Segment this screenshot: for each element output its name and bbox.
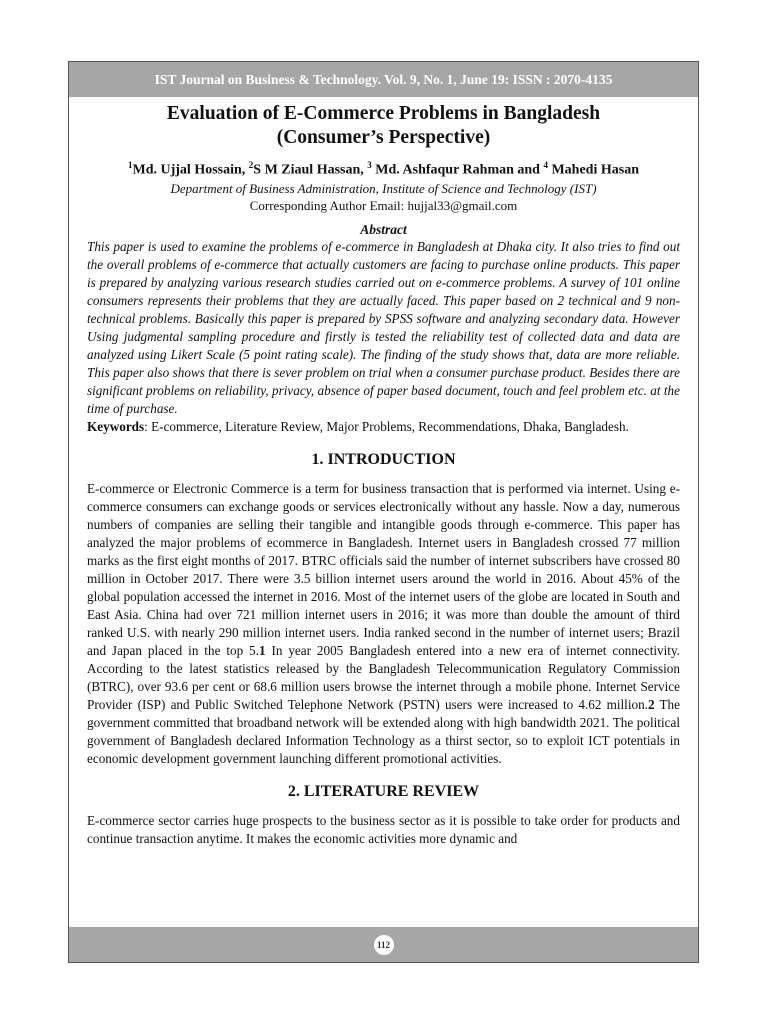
- author-2-marker: 2: [248, 160, 254, 170]
- keywords-text: : E-commerce, Literature Review, Major Problems, Recommendations, Dhaka, Bangladesh.: [144, 418, 629, 434]
- intro-paragraph-part-1: E-commerce or Electronic Commerce is a term for business transaction that is performed via internet. Using e-commerce consumers can exchange goods or services electronically without any hassle. Now a day, numerous numbers of companies are selling their tangible and intangible goods through e-commerce. This paper has analyzed the major problems of ecommerce in Bangladesh. Internet users in Bangladesh crossed 77 million marks as the first eight months of 2017. BTRC officials said the number of internet subscribers have crossed 80 million in October 2017. There were 3.5 billion internet users around the world in 2016. About 45% of the global population accessed the internet in 2016. Most of the internet users of the globe are located in South and East Asia. China had over 721 million internet users in 2016; it was more than double the amount of third ranked U.S. with nearly 290 million internet users. India ranked second in the number of internet users; Brazil and Japan placed in the top 5.: [87, 480, 680, 658]
- author-3-marker: 3: [367, 160, 372, 170]
- paper-page: [68, 61, 699, 963]
- journal-header: IST Journal on Business & Technology. Vol. 9, No. 1, June 19: ISSN : 2070-4135: [69, 62, 698, 97]
- page-footer: [69, 927, 698, 962]
- abstract-heading: Abstract: [360, 221, 407, 237]
- author-4-marker: 4: [543, 160, 548, 170]
- introduction-text: [87, 480, 680, 768]
- title-line-1: Evaluation of E-Commerce Problems in Bangladesh: [166, 103, 601, 124]
- keywords: [87, 418, 680, 436]
- intro-reference-1: 1: [258, 642, 266, 658]
- author-list: [87, 156, 680, 180]
- affiliation: Department of Business Administration, Institute of Science and Technology (IST): [170, 180, 597, 196]
- intro-reference-2: 2: [647, 696, 655, 712]
- literature-review-heading: 2. LITERATURE REVIEW: [287, 782, 480, 800]
- author-2-name: S M Ziaul Hassan,: [253, 162, 368, 178]
- introduction-heading: 1. INTRODUCTION: [311, 450, 456, 468]
- corresponding-email: Corresponding Author Email: hujjal33@gmail.com: [249, 197, 518, 213]
- page-number: 112: [374, 935, 394, 955]
- intro-paragraph-part-2: In year 2005 Bangladesh entered into a new era of internet connectivity. According to the latest statistics released by the Bangladesh Telecommunication Regulatory Commission (BTRC), over 93.6 per cent or 68.6 million users browse the internet through a mobile phone. Internet Service Provider (ISP) and Public Switched Telephone Network (PSTN) users were increased to 4.62 million.: [87, 642, 680, 712]
- intro-paragraph-part-3: The government committed that broadband network will be extended along with high bandwidth 2021. The political government of Bangladesh declared Information Technology as a thirst sector, so to exploit ICT potentials in economic development government launching different promotional activities.: [87, 696, 680, 766]
- literature-review-text: E-commerce sector carries huge prospects to the business sector as it is possible to take order for products and continue transaction anytime. It makes the economic activities more dynamic and: [87, 812, 680, 846]
- paper-title: [87, 102, 680, 150]
- abstract-text: This paper is used to examine the problems of e-commerce in Bangladesh at Dhaka city. It also tries to find out the overall problems of e-commerce that actually customers are facing to purchase online products. This paper is prepared by analyzing various research studies carried out on e-commerce problems. A survey of 101 online consumers represents their problems that they are actually faced. This paper based on 2 technical and 9 non-technical problems. Basically this paper is prepared by SPSS software and analyzing secondary data. However Using judgmental sampling procedure and firstly is tested the reliability test of collected data and data are analyzed using Likert Scale (5 point rating scale). The finding of the study shows that, data are more reliable. This paper also shows that there is sever problem on trial when a consumer purchase product. Besides there are significant problems on reliability, privacy, absence of paper based document, touch and feel problem etc. at the time of purchase.: [87, 238, 680, 416]
- page-content: [87, 98, 680, 848]
- keywords-label: Keywords: [87, 418, 145, 434]
- author-3-name: Md. Ashfaqur Rahman and: [371, 162, 544, 178]
- author-1-marker: 1: [128, 160, 133, 170]
- title-line-2: (Consumer’s Perspective): [276, 127, 491, 148]
- author-1-name: Md. Ujjal Hossain,: [132, 162, 249, 178]
- author-4-name: Mahedi Hasan: [547, 162, 639, 178]
